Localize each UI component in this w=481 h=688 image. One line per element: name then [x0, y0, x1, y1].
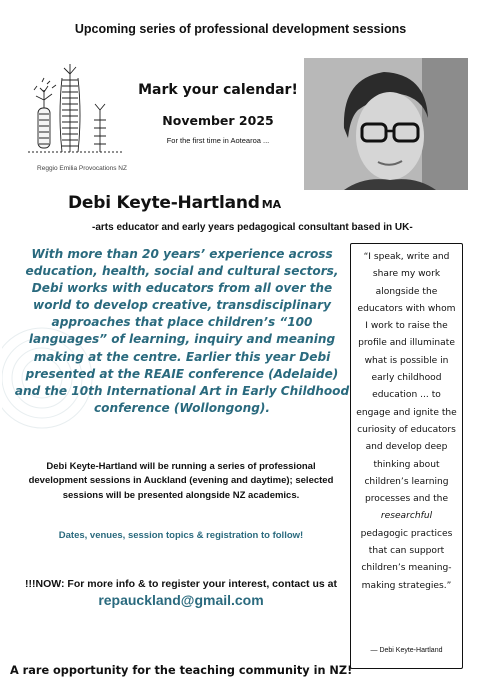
- calendar-date: November 2025: [162, 113, 274, 128]
- call-to-action: [20, 576, 342, 610]
- presenter-credential: MA: [261, 198, 282, 211]
- presenter-portrait-photo: [304, 58, 468, 190]
- quote-text-end: pedagogic practices that can support children’s meaning-making strategies.”: [360, 528, 453, 591]
- presenter-role: -arts educator and early years pedagogical consultant based in UK-: [92, 222, 413, 233]
- quote-attribution: — Debi Keyte-Hartland: [370, 647, 443, 654]
- logo-caption: Reggio Emilia Provocations NZ: [37, 165, 127, 172]
- header-title: Upcoming series of professional development sessions: [74, 22, 407, 36]
- quote-text-main: “I speak, write and share my work alongside the educators with whom I work to raise the profile and illuminate what is possible in early childhood education ... to engage and ignite the curiosity of educators and develop deep thinking about children’s learning processes and the: [356, 252, 457, 505]
- presenter-intro: With more than 20 years’ experience across education, health, social and cultural sectors, Debi works with educators from all over the world to develop creative, transdisciplinary approaches that place children’s “100 languages” of learning, inquiry and meaning making at the centre. Earlier this year Debi presented at the REAIE conference (Adelaide) and the 10th International Art in Early Childhood conference (Wollongong).: [14, 247, 350, 415]
- calendar-heading: Mark your calendar!: [138, 82, 298, 98]
- reggio-emilia-provocations-logo: [22, 60, 140, 170]
- quote-text: [356, 249, 457, 595]
- presenter-name: Debi Keyte-Hartland: [68, 193, 260, 213]
- cta-text: !!!NOW: For more info & to register your interest, contact us at: [25, 578, 337, 590]
- quote-text-italic: researchful: [380, 511, 433, 522]
- portrait-illustration: [304, 58, 468, 190]
- session-info: Debi Keyte-Hartland will be running a series of professional development sessions in Auckland (evening and daytime); selected sessions will be presented alongside NZ academics.: [28, 461, 334, 501]
- contact-email-link[interactable]: repauckland@gmail.com: [98, 592, 264, 608]
- calendar-subtitle: For the first time in Aotearoa ...: [166, 136, 270, 145]
- presenter-name-line: [68, 193, 428, 213]
- footer-tagline: A rare opportunity for the teaching community in NZ!: [10, 664, 353, 677]
- session-follow-notice: Dates, venues, session topics & registration to follow!: [58, 530, 304, 541]
